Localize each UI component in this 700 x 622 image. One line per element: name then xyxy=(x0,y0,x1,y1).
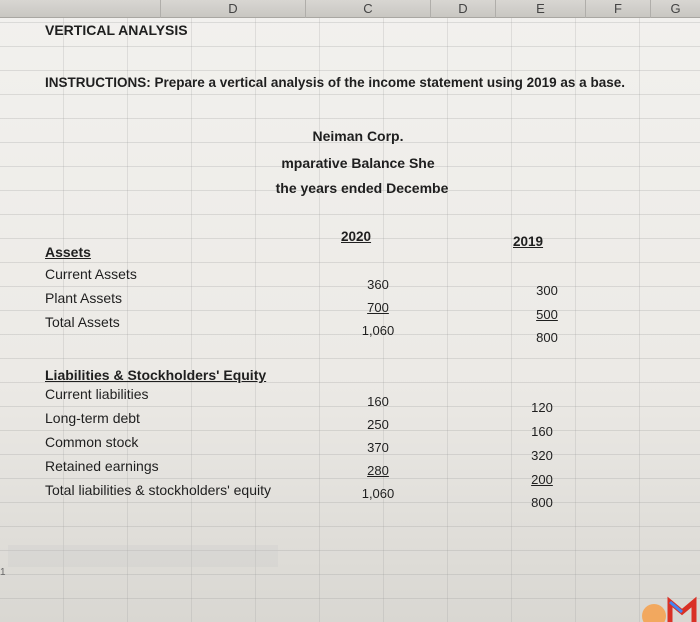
sheet-title: VERTICAL ANALYSIS xyxy=(45,22,188,38)
gmail-icon[interactable] xyxy=(640,594,700,622)
column-header[interactable]: E xyxy=(495,0,585,18)
statement-period: the years ended Decembe xyxy=(275,180,449,196)
value-cell-2019[interactable]: 160 xyxy=(531,424,553,439)
company-name: Neiman Corp. xyxy=(312,128,404,144)
row-label[interactable]: Common stock xyxy=(45,434,139,450)
row-label[interactable]: Long-term debt xyxy=(45,410,140,426)
value-cell-2020[interactable]: 700 xyxy=(367,300,389,315)
value-cell-2020[interactable]: 280 xyxy=(367,463,389,478)
value-cell-2019[interactable]: 800 xyxy=(531,495,553,510)
assets-heading: Assets xyxy=(45,244,91,260)
year-header-2019: 2019 xyxy=(513,234,544,249)
selection-band xyxy=(8,545,278,567)
column-header[interactable]: F xyxy=(585,0,650,18)
column-header[interactable]: D xyxy=(430,0,495,18)
value-cell-2019[interactable]: 800 xyxy=(536,330,558,345)
column-header[interactable]: D xyxy=(160,0,305,18)
column-header-bar xyxy=(0,0,700,18)
row-label[interactable]: Total Assets xyxy=(45,314,120,330)
row-label[interactable]: Retained earnings xyxy=(45,458,159,474)
instructions-text: INSTRUCTIONS: Prepare a vertical analysis of the income statement using 2019 as a base. xyxy=(45,75,625,90)
value-cell-2019[interactable]: 200 xyxy=(531,472,553,487)
value-cell-2020[interactable]: 370 xyxy=(367,440,389,455)
value-cell-2020[interactable]: 1,060 xyxy=(361,486,395,501)
row-label[interactable]: Plant Assets xyxy=(45,290,123,306)
value-cell-2019[interactable]: 320 xyxy=(531,448,553,463)
value-cell-2020[interactable]: 360 xyxy=(367,277,389,292)
year-header-2020: 2020 xyxy=(341,229,372,244)
row-label[interactable]: Total liabilities & stockholders' equity xyxy=(45,482,272,498)
statement-name: mparative Balance She xyxy=(281,155,435,171)
value-cell-2019[interactable]: 300 xyxy=(536,283,558,298)
liabilities-heading: Liabilities & Stockholders' Equity xyxy=(45,367,267,383)
row-number: 1 xyxy=(0,567,6,578)
value-cell-2019[interactable]: 120 xyxy=(531,400,553,415)
row-label[interactable]: Current liabilities xyxy=(45,386,149,402)
row-label[interactable]: Current Assets xyxy=(45,266,137,282)
value-cell-2019[interactable]: 500 xyxy=(536,307,558,322)
value-cell-2020[interactable]: 160 xyxy=(367,394,389,409)
column-header[interactable]: G xyxy=(650,0,700,18)
value-cell-2020[interactable]: 1,060 xyxy=(361,323,395,338)
value-cell-2020[interactable]: 250 xyxy=(367,417,389,432)
column-header[interactable]: C xyxy=(305,0,430,18)
